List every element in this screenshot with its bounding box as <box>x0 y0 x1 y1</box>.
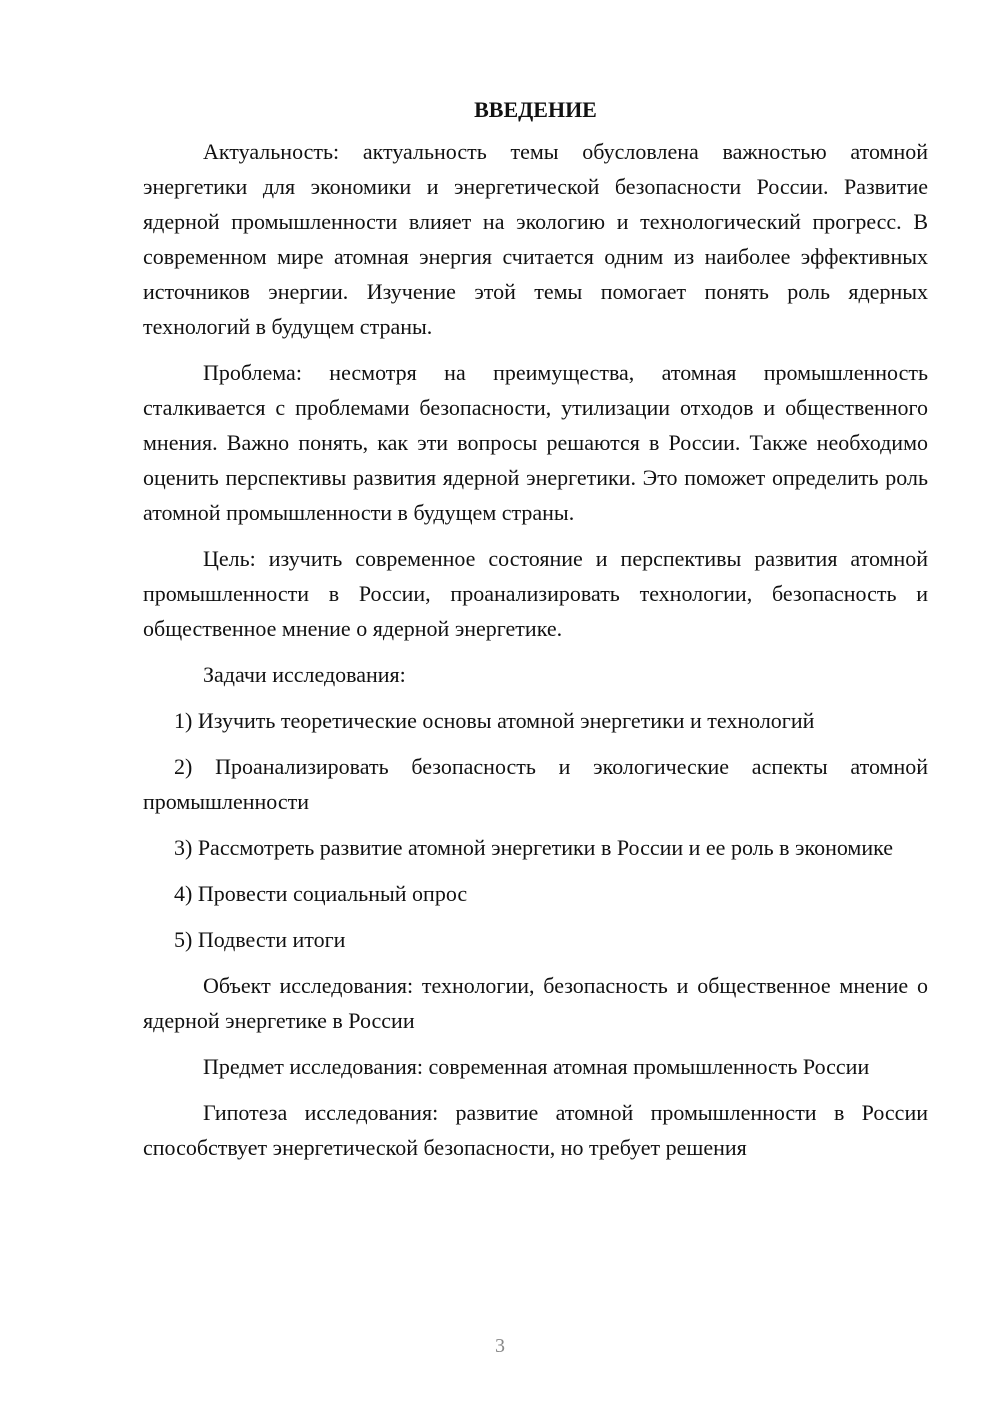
section-heading: ВВЕДЕНИЕ <box>474 97 597 122</box>
task-item-2: 2) Проанализировать безопасность и экологические аспекты атомной промышленности <box>143 754 928 814</box>
hypothesis-paragraph: Гипотеза исследования: развитие атомной промышленности в России способствует энергетической безопасности, но требует решения <box>143 1100 928 1160</box>
page-number: 3 <box>495 1335 505 1357</box>
task-item-4: 4) Провести социальный опрос <box>174 881 468 906</box>
task-item-1: 1) Изучить теоретические основы атомной энергетики и технологий <box>174 708 815 733</box>
object-paragraph: Объект исследования: технологии, безопасность и общественное мнение о ядерной энергетике в России <box>143 973 928 1033</box>
subject-paragraph: Предмет исследования: современная атомная промышленность России <box>203 1054 870 1079</box>
page-content <box>143 92 928 1176</box>
task-item-3: 3) Рассмотреть развитие атомной энергетики в России и ее роль в экономике <box>174 835 894 860</box>
task-item-5: 5) Подвести итоги <box>174 927 346 952</box>
goal-paragraph: Цель: изучить современное состояние и перспективы развития атомной промышленности в России, проанализировать технологии, безопасность и общественное мнение о ядерной энергетике. <box>143 546 928 641</box>
relevance-paragraph: Актуальность: актуальность темы обусловлена важностью атомной энергетики для экономики и энергетической безопасности России. Развитие ядерной промышленности влияет на экологию и технологический прогресс. В современном мире атомная энергия считается одним из наиболее эффективных источников энергии. Изучение этой темы помогает понять роль ядерных технологий в будущем страны. <box>143 139 928 339</box>
problem-paragraph: Проблема: несмотря на преимущества, атомная промышленность сталкивается с проблемами безопасности, утилизации отходов и общественного мнения. Важно понять, как эти вопросы решаются в России. Также необходимо оценить перспективы развития ядерной энергетики. Это поможет определить роль атомной промышленности в будущем страны. <box>143 360 928 525</box>
tasks-title: Задачи исследования: <box>203 662 406 687</box>
